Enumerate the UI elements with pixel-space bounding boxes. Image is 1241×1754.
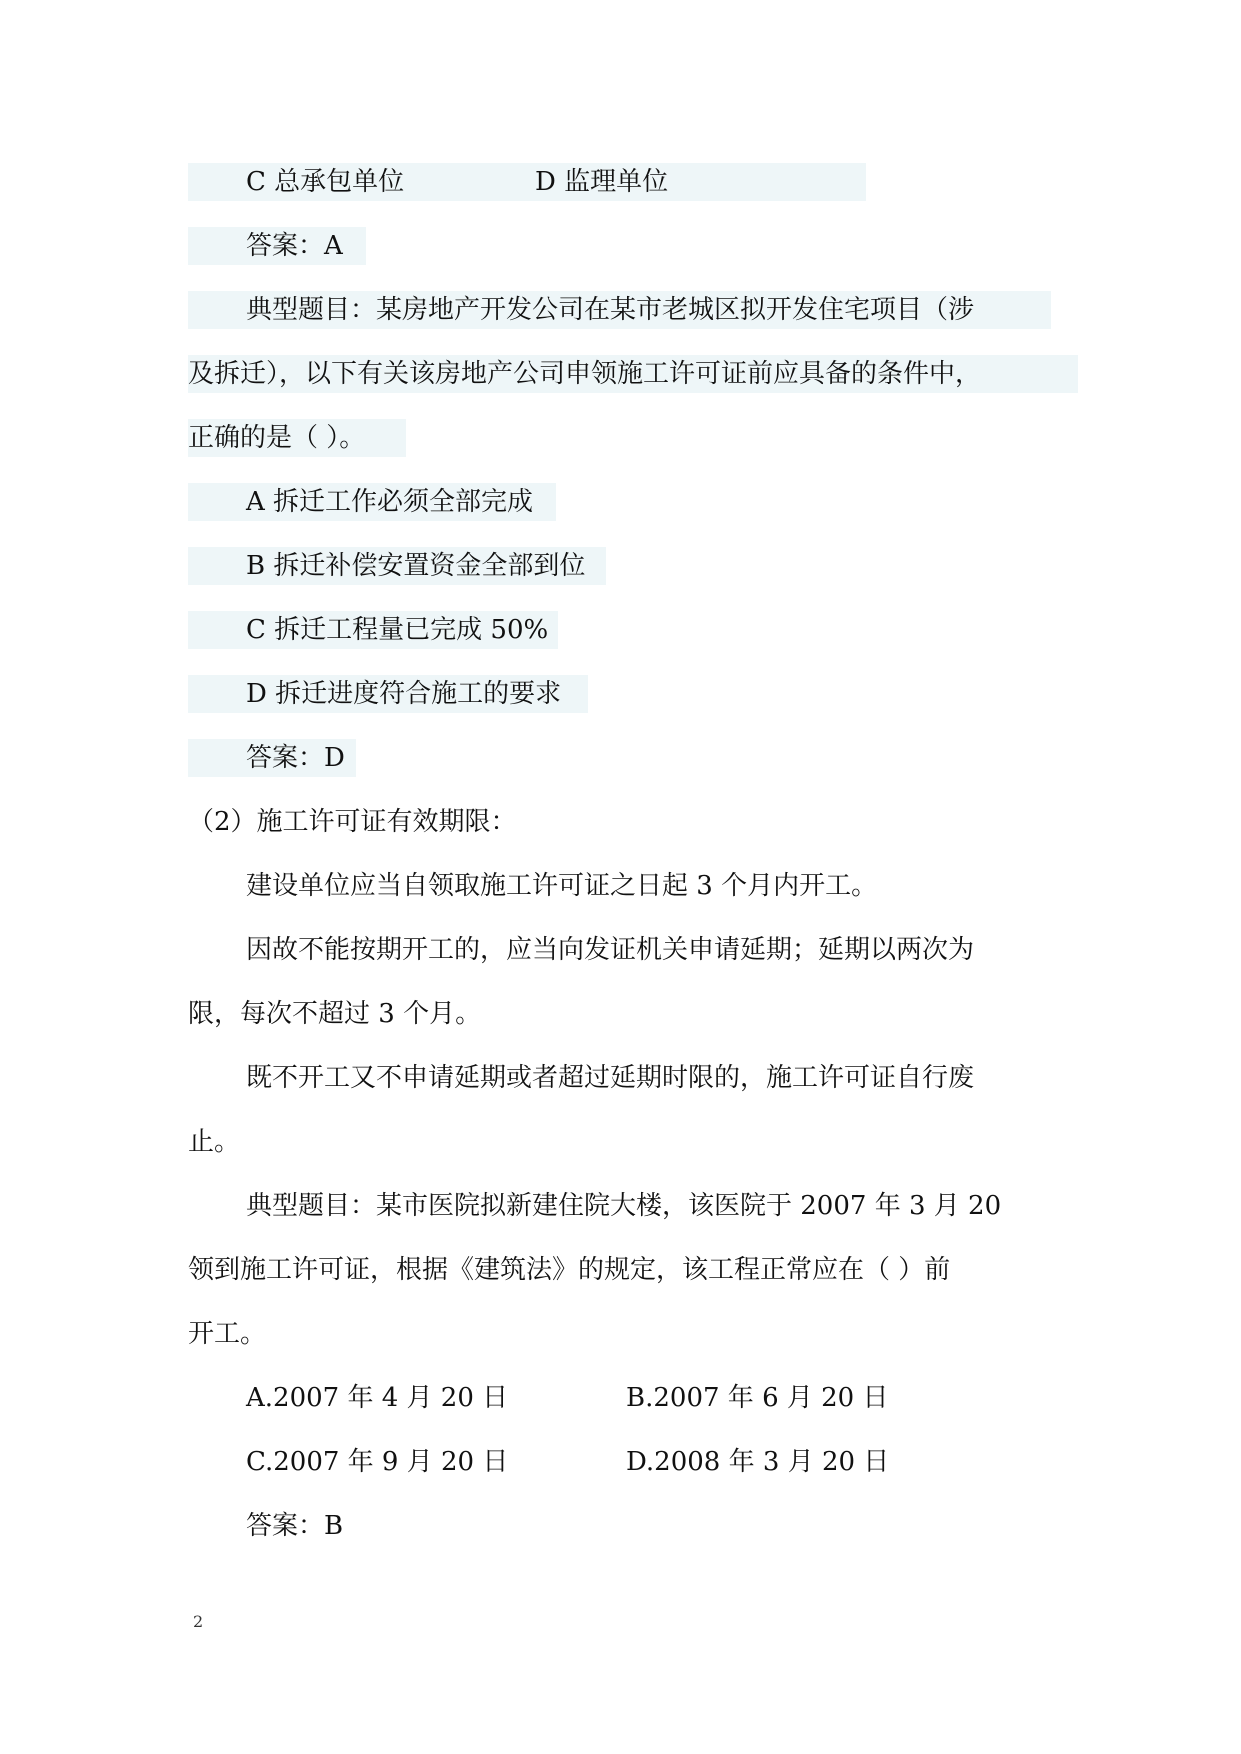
q3-answer: 答案：B (246, 1511, 344, 1541)
q3-option-b: B.2007 年 6 月 20 日 (626, 1383, 889, 1413)
q3-text-line-3: 开工。 (188, 1319, 267, 1349)
page-number: 2 (193, 1612, 204, 1631)
q3-options-cd (188, 1443, 946, 1481)
q2-option-b: B 拆迁补偿安置资金全部到位 (188, 547, 606, 585)
q2-text-line-2: 及拆迁），以下有关该房地产公司申领施工许可证前应具备的条件中， (188, 355, 1078, 393)
paragraph-2-line-2: 限，每次不超过 3 个月。 (188, 999, 482, 1029)
q3-option-c: C.2007 年 9 月 20 日 (246, 1447, 509, 1477)
q3-option-d: D.2008 年 3 月 20 日 (626, 1447, 890, 1477)
q1-answer: 答案：A (188, 227, 366, 265)
q2-option-a: A 拆迁工作必须全部完成 (188, 483, 556, 521)
q2-option-d: D 拆迁进度符合施工的要求 (188, 675, 588, 713)
q1-option-c: C 总承包单位 (246, 167, 405, 197)
section-heading: （2）施工许可证有效期限： (188, 807, 517, 837)
q3-option-a: A.2007 年 4 月 20 日 (246, 1383, 509, 1413)
q3-options-ab (188, 1379, 946, 1417)
paragraph-3-line-2: 止。 (188, 1127, 241, 1157)
q1-options-cd (188, 163, 866, 201)
q2-answer: 答案：D (188, 739, 356, 777)
q2-option-c: C 拆迁工程量已完成 50% (188, 611, 558, 649)
paragraph-2-line-1: 因故不能按期开工的，应当向发证机关申请延期；延期以两次为 (246, 935, 975, 965)
q3-text-line-2: 领到施工许可证，根据《建筑法》的规定，该工程正常应在（ ）前 (188, 1255, 951, 1285)
q2-text-line-1: 典型题目：某房地产开发公司在某市老城区拟开发住宅项目（涉 (188, 291, 1051, 329)
paragraph-3-line-1: 既不开工又不申请延期或者超过延期时限的，施工许可证自行废 (246, 1063, 975, 1093)
q3-text-line-1: 典型题目：某市医院拟新建住院大楼，该医院于 2007 年 3 月 20 (246, 1191, 1002, 1221)
paragraph-1: 建设单位应当自领取施工许可证之日起 3 个月内开工。 (246, 871, 878, 901)
q1-option-d: D 监理单位 (535, 167, 669, 197)
q2-text-line-3: 正确的是（ ）。 (188, 419, 406, 457)
